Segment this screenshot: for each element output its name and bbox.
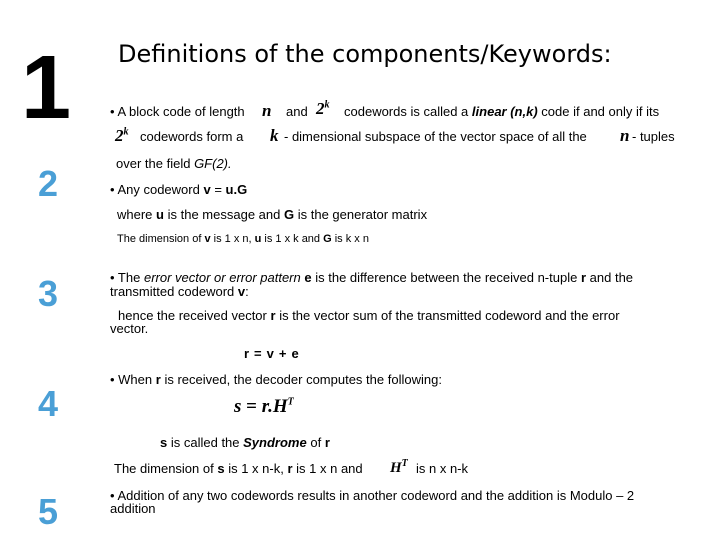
s4-formula: $s = r.H^T$ xyxy=(234,396,294,417)
page-title: Definitions of the components/Keywords: xyxy=(118,40,612,68)
s4-dimension-line: The dimension of s is 1 x n-k, r is 1 x n and xyxy=(114,461,363,476)
s1-math-n-b: n xyxy=(620,126,630,145)
s1-text-h: - tuples xyxy=(632,129,675,144)
s1-text-a: • A block code of length xyxy=(110,104,245,119)
marker-1 xyxy=(12,38,80,128)
s2-dimension-line: The dimension of v is 1 x n, u is 1 x k and G is k x n xyxy=(117,233,369,245)
s1-text-i: over the field GF(2). xyxy=(116,156,232,171)
s4-syndrome-line: s is called the Syndrome of r xyxy=(160,435,330,450)
s3-line-4: vector. xyxy=(110,321,149,336)
marker-1-text: 1 xyxy=(20,38,72,128)
s3-line-3: hence the received vector r is the vector sum of the transmitted codeword and the error xyxy=(118,308,620,323)
s2-where-line: where u is the message and G is the generator matrix xyxy=(117,207,428,222)
s1-math-2k-b: 2$^k$ xyxy=(115,126,129,145)
s1-text-c: codewords is called a linear (n,k) code if and only if its xyxy=(344,104,660,119)
s2-codeword-line: • Any codeword v = u.G xyxy=(110,182,248,197)
s1-math-2k: 2$^k$ xyxy=(316,99,330,118)
s1-text-f: codewords form a xyxy=(140,129,244,144)
marker-4 xyxy=(28,382,68,422)
s3-equation: r=v+e xyxy=(244,346,304,361)
s3-line-2: transmitted codeword v: xyxy=(110,284,249,299)
marker-2-text: 2 xyxy=(37,163,59,202)
s4-math-ht: $H^T$ xyxy=(390,458,408,476)
s4-text-n: is n x n-k xyxy=(416,461,469,476)
marker-5-text: 5 xyxy=(37,491,59,530)
s1-math-k: k xyxy=(270,126,279,145)
s5-line-1: • Addition of any two codewords results in another codeword and the addition is Modulo – 2 xyxy=(110,488,635,503)
s1-text-g: - dimensional subspace of the vector space of all the xyxy=(284,129,587,144)
marker-5 xyxy=(28,490,68,530)
marker-2 xyxy=(28,162,68,202)
marker-3 xyxy=(28,272,68,312)
marker-4-text: 4 xyxy=(37,383,59,422)
marker-3-text: 3 xyxy=(37,273,59,312)
s1-math-n: n xyxy=(262,101,272,120)
s4-line-1: • When r is received, the decoder computes the following: xyxy=(110,372,442,387)
s1-text-b: and xyxy=(286,104,308,119)
s5-line-2: addition xyxy=(110,501,156,516)
s3-line-1: • The error vector or error pattern e is the difference between the received n-tuple r and the xyxy=(110,270,634,285)
